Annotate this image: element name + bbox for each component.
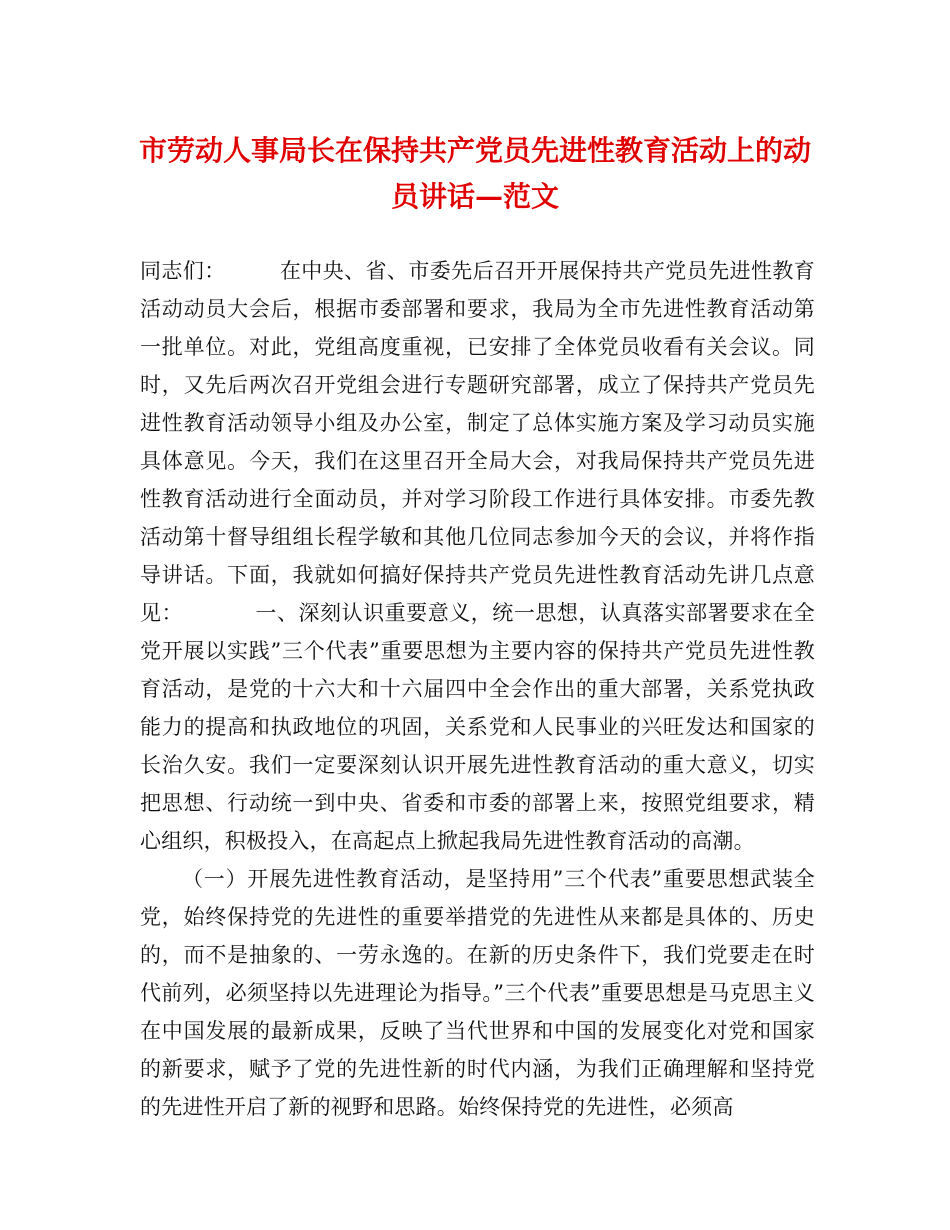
section-1-heading: 一、深刻认识重要意义，统一思想，认真落实部署要求 [255,601,773,625]
document-body [140,252,815,1126]
paragraph-3: （一）开展先进性教育活动，是坚持用”三个代表”重要思想武装全党，始终保持党的先进性的重要举措党的先进性从来都是具体的、历史的，而不是抽象的、一劳永逸的。在新的历史条件下，我们党要走在时代前列，必须坚持以先进理论为指导。”三个代表”重要思想是马克思主义在中国发展的最新成果，反映了当代世界和中国的发展变化对党和国家的新要求，赋予了党的先进性新的时代内涵，为我们正确理解和坚持党的先进性开启了新的视野和思路。始终保持党的先进性，必须高 [140,867,815,1119]
salutation: 同志们： [140,259,226,283]
paragraph-1: 在中央、省、市委先后召开开展保持共产党员先进性教育活动动员大会后，根据市委部署和要求，我局为全市先进性教育活动第一批单位。对此，党组高度重视，已安排了全体党员收看有关会议。同时，又先后两次召开党组会进行专题研究部署，成立了保持共产党员先进性教育活动领导小组及办公室，制定了总体实施方案及学习动员实施具体意见。今天，我们在这里召开全局大会，对我局保持共产党员先进性教育活动进行全面动员，并对学习阶段工作进行具体安排。市委先教活动第十督导组组长程学敏和其他几位同志参加今天的会议，并将作指导讲话。下面，我就如何搞好保持共产党员先进性教育活动先讲几点意见： [140,259,815,625]
document-title: 市劳动人事局长在保持共产党员先进性教育活动上的动员讲话—范文 [138,134,811,213]
section-1-body: 在全党开展以实践”三个代表”重要思想为主要内容的保持共产党员先进性教育活动，是党的十六大和十六届四中全会作出的重大部署，关系党执政能力的提高和执政地位的巩固，关系党和人民事业的兴旺发达和国家的长治久安。我们一定要深刻认识开展先进性教育活动的重大意义，切实把思想、行动统一到中央、省委和市委的部署上来，按照党组要求，精心组织，积极投入，在高起点上掀起我局先进性教育活动的高潮。 [140,601,815,853]
paragraph-opening [140,252,815,860]
